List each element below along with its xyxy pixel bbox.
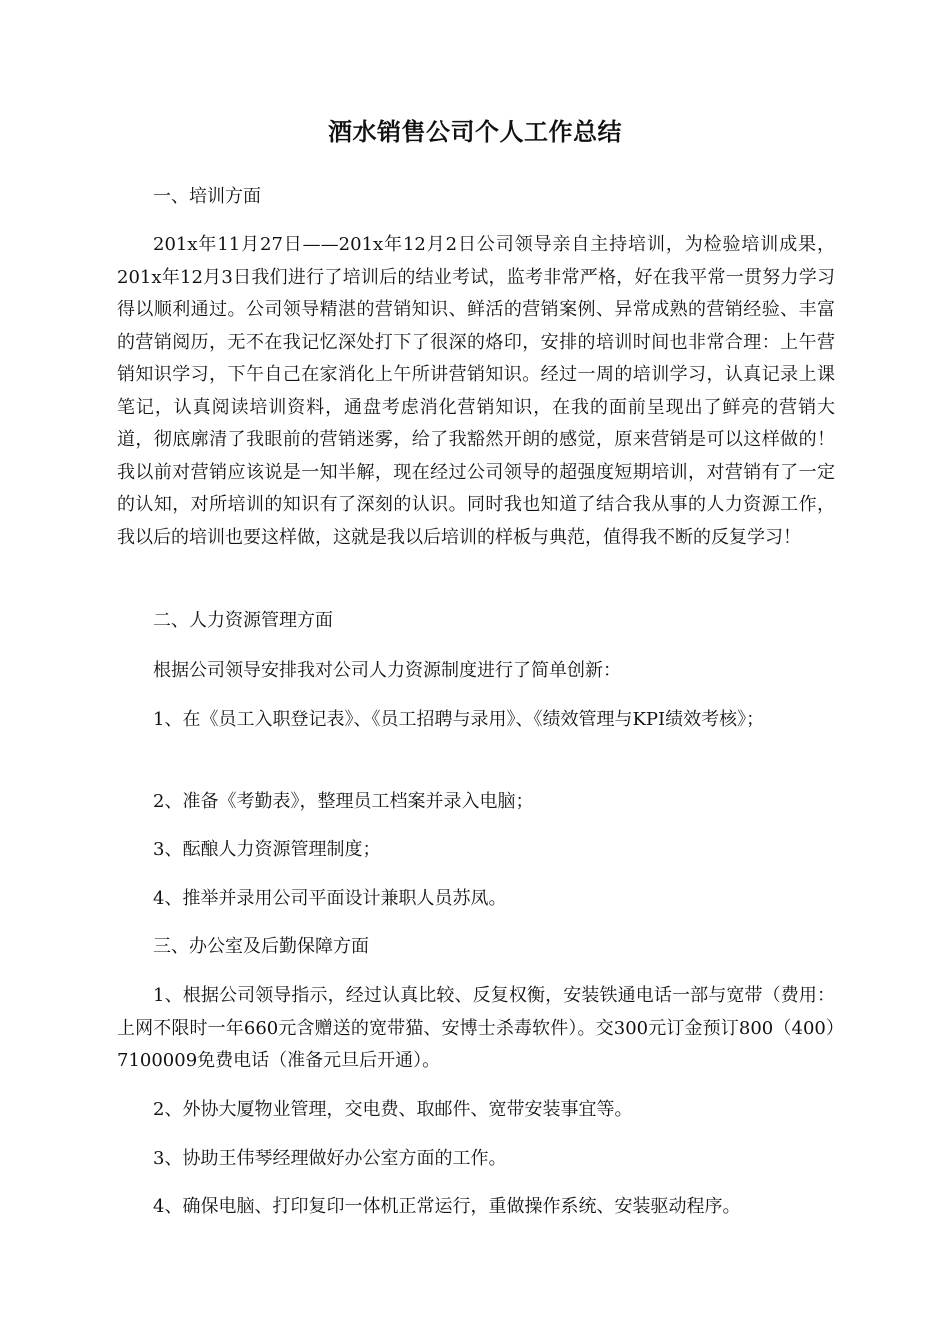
- section-heading-office: 三、办公室及后勤保障方面: [153, 936, 369, 957]
- hr-list-item-3: 3、酝酿人力资源管理制度；: [153, 839, 381, 860]
- document-title: 酒水销售公司个人工作总结: [328, 117, 622, 146]
- hr-list-item-4: 4、推举并录用公司平面设计兼职人员苏凤。: [153, 888, 507, 909]
- office-list-item-2: 2、外协大厦物业管理，交电费、取邮件、宽带安装事宜等。: [153, 1099, 633, 1120]
- office-list-item-3: 3、协助王伟琴经理做好办公室方面的工作。: [153, 1148, 507, 1169]
- hr-list-item-1: 1、在《员工入职登记表》、《员工招聘与录用》、《绩效管理与KPI绩效考核》；: [153, 709, 765, 730]
- hr-list-item-2: 2、准备《考勤表》，整理员工档案并录入电脑；: [153, 791, 534, 812]
- training-paragraph: 201x年11月27日——201x年12月2日公司领导亲自主持培训，为检验培训成果，201x年12月3日我们进行了培训后的结业考试，监考非常严格，好在我平常一贯努力学习得以顺利通过。公司领导精湛的营销知识、鲜活的营销案例、异常成熟的营销经验、丰富的营销阅历，无不在我记忆深处打下了很深的烙印，安排的培训时间也非常合理：上午营销知识学习，下午自己在家消化上午所讲营销知识。经过一周的培训学习，认真记录上课笔记，认真阅读培训资料，通盘考虑消化营销知识，在我的面前呈现出了鲜亮的营销大道，彻底廓清了我眼前的营销迷雾，给了我豁然开朗的感觉，原来营销是可以这样做的！我以前对营销应该说是一知半解，现在经过公司领导的超强度短期培训，对营销有了一定的认知，对所培训的知识有了深刻的认识。同时我也知道了结合我从事的人力资源工作，我以后的培训也要这样做，这就是我以后培训的样板与典范，值得我不断的反复学习！: [117, 234, 835, 548]
- hr-intro-paragraph: 根据公司领导安排我对公司人力资源制度进行了简单创新：: [153, 660, 621, 681]
- office-list-item-4: 4、确保电脑、打印复印一体机正常运行，重做操作系统、安装驱动程序。: [153, 1196, 741, 1217]
- office-list-item-1: 1、根据公司领导指示，经过认真比较、反复权衡，安装铁通电话一部与宽带（费用：上网不限时一年660元含赠送的宽带猫、安博士杀毒软件）。交300元订金预订800（400）7100009免费电话（准备元旦后开通）。: [117, 985, 835, 1071]
- section-heading-hr: 二、人力资源管理方面: [153, 610, 333, 631]
- section-heading-training: 一、培训方面: [153, 186, 261, 207]
